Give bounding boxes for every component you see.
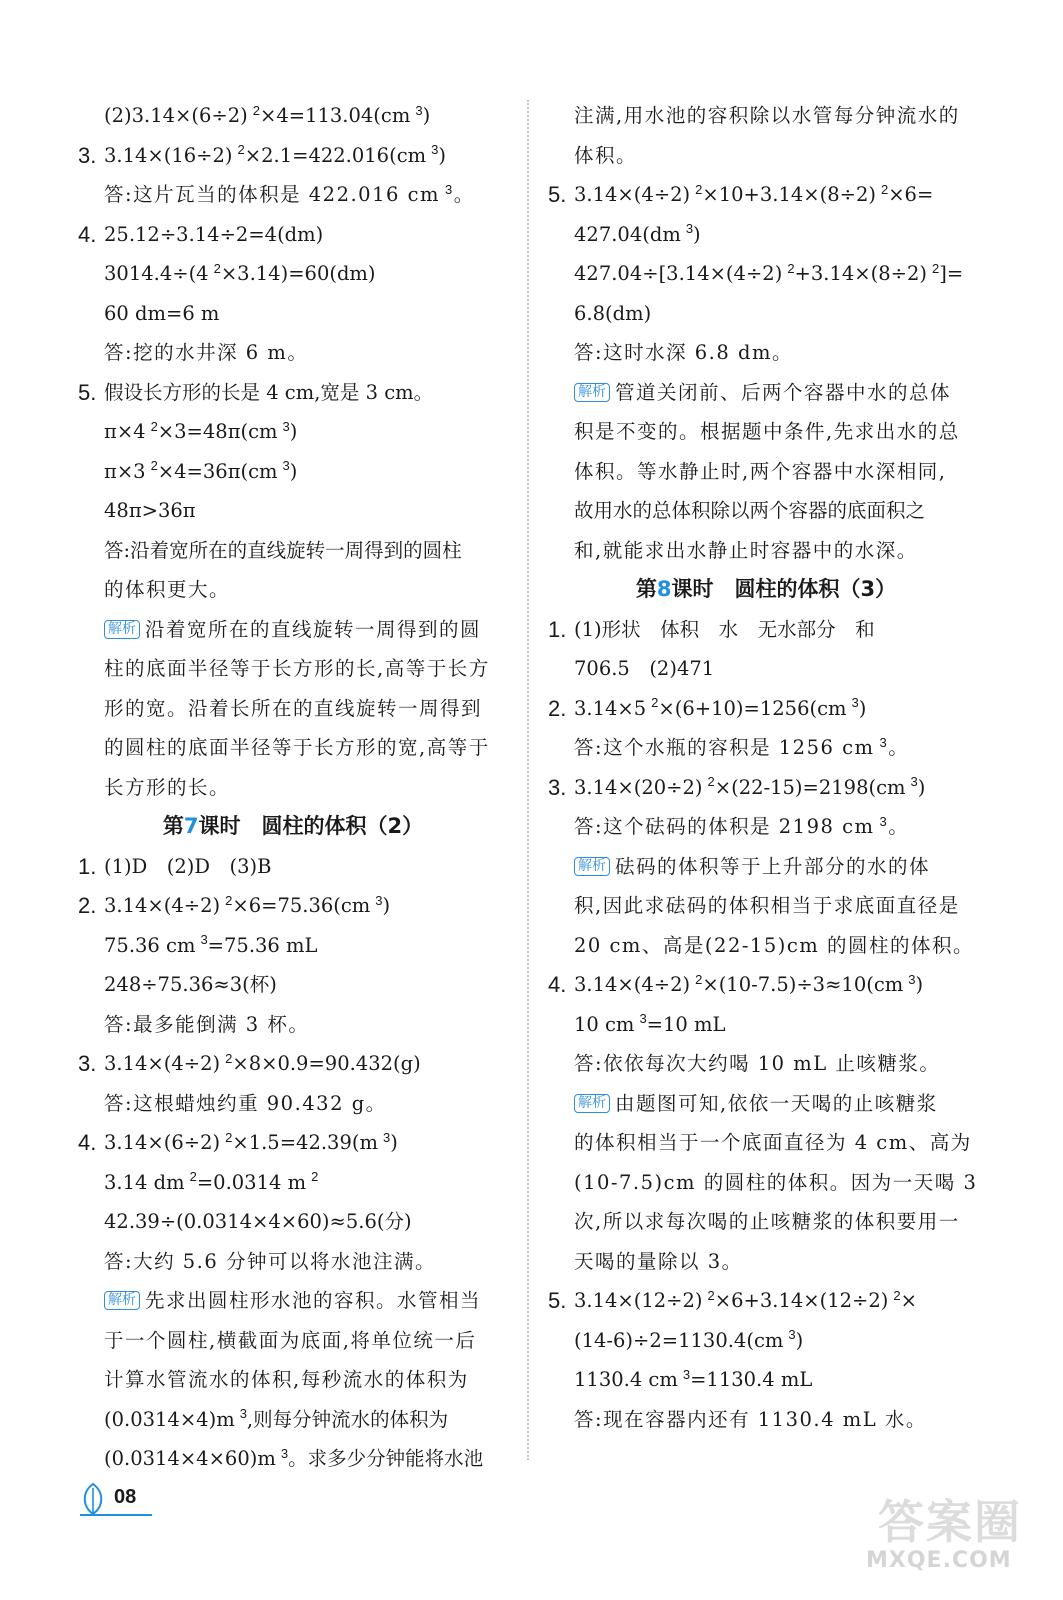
analysis-badge: 解析 [574,383,610,402]
analysis-line [78,610,508,650]
line-text: 3.14×(4÷2) $^2$×10+3.14×(8÷2) $^2$×6= [574,181,934,206]
answer-line [78,1321,508,1361]
line-text: (1)形状 体积 水 无水部分 和 [574,617,875,641]
answer-line [548,1360,984,1400]
answer-line [548,1242,984,1282]
answer-line [78,294,508,334]
analysis-line [548,847,984,887]
answer-line [78,333,508,373]
line-text: 3014.4÷(4 $^2$×3.14)=60(dm) [104,260,376,285]
superscript: 2 [311,1169,319,1184]
superscript: 2 [213,260,221,276]
question-line [548,768,984,808]
analysis-line [78,1281,508,1321]
superscript: 2 [695,971,703,987]
question-line [78,1123,508,1163]
analysis-badge: 解析 [104,620,140,639]
answer-line [548,136,984,176]
line-text: 砝码的体积等于上升部分的水的体 [615,854,931,878]
line-text: 假设长方形的长是 4 cm,宽是 3 cm。 [104,380,434,404]
answer-line [78,965,508,1005]
line-text: 先求出圆柱形水池的容积。水管相当 [145,1289,482,1312]
line-text: 答:沿着宽所在的直线旋转一周得到的圆柱 [104,538,462,562]
superscript: 3 [415,102,423,118]
answer-line [78,1439,508,1479]
answer-line [78,649,508,689]
superscript: 3 [908,971,916,987]
question-number: 3. [78,142,97,168]
superscript: 2 [932,260,940,276]
answer-line [78,926,508,966]
line-text: 427.04÷[3.14×(4÷2) $^2$+3.14×(8÷2) $^2$]= [574,260,964,285]
line-text: 答:这片瓦当的体积是 422.016 cm $^3$。 [104,181,475,206]
question-number: 5. [78,379,97,405]
answer-line [78,1242,508,1282]
line-text: 天喝的量除以 3。 [574,1249,743,1273]
watermark [866,1486,1036,1598]
superscript: 2 [893,1287,901,1303]
section-heading [78,807,508,847]
question-line [78,373,508,413]
footer-rule [80,1514,152,1516]
answer-line [548,1202,984,1242]
question-line [78,136,508,176]
leaf-icon [80,1482,106,1516]
question-number: 3. [548,774,567,800]
line-text: 由题图可知,依依一天喝的止咳糖浆 [615,1091,938,1115]
superscript: 2 [787,260,795,276]
analysis-line [548,1084,984,1124]
superscript: 2 [225,892,233,908]
answer-line [78,175,508,215]
answer-line [78,1360,508,1400]
answer-line [548,807,984,847]
line-text: 形的宽。沿着长所在的直线旋转一周得到 [104,696,483,720]
answer-line [548,254,984,294]
line-text: (10-7.5)cm 的圆柱的体积。因为一天喝 3 [574,1170,978,1194]
answer-line [548,1321,984,1361]
answer-line [548,1005,984,1045]
superscript: 3 [879,734,889,750]
question-line [548,175,984,215]
superscript: 3 [445,181,454,197]
answer-line [78,1163,508,1203]
section-heading [548,570,984,610]
watermark-logo-text: 答案圈 [878,1495,1022,1549]
superscript: 2 [707,774,715,789]
superscript: 3 [639,1011,647,1026]
superscript: 3 [382,1129,391,1145]
question-line [548,965,984,1005]
question-line [548,689,984,729]
line-text: 答:挖的水井深 6 m。 [104,341,309,364]
answer-line [548,1123,984,1163]
line-text: 48π>36π [104,499,196,522]
answer-line [78,689,508,729]
question-line [78,886,508,926]
answer-line [548,926,984,966]
question-number: 2. [78,893,97,918]
question-line [78,215,508,255]
line-text: 的体积更大。 [104,578,231,601]
left-column [78,96,508,1479]
page-footer [80,1478,152,1518]
line-text: 次,所以求每次喝的止咳糖浆的体积要用一 [574,1210,960,1233]
line-text: 3.14×(12÷2) $^2$×6+3.14×(12÷2) $^2$× [574,1287,917,1312]
line-text: 3.14×(4÷2) $^2$×8×0.9=90.432(g) [104,1050,421,1075]
answer-line [78,452,508,492]
right-column [548,96,984,1439]
analysis-line [548,373,984,413]
line-text: 故用水的总体积除以两个容器的底面积之 [574,499,926,522]
answer-line [78,1084,508,1124]
heading-prefix: 第 [635,577,657,601]
superscript: 3 [685,221,694,236]
question-number: 3. [78,1051,97,1076]
superscript: 3 [280,1445,289,1461]
line-text: 3.14×(4÷2) $^2$×(10-7.5)÷3≈10(cm $^3$) [574,971,924,996]
answer-line [548,96,984,136]
line-text: 3.14×(16÷2) $^2$×2.1=422.016(cm $^3$) [104,142,446,167]
superscript: 3 [239,1406,247,1421]
line-text: 答:这时水深 6.8 dm。 [574,341,793,364]
line-text: 10 cm $^3$=10 mL [574,1011,726,1036]
line-text: 答:这个砝码的体积是 2198 cm $^3$。 [574,813,910,838]
answer-line [78,1202,508,1242]
lesson-number: 8 [656,577,672,601]
answer-line [78,768,508,808]
line-text: 706.5 (2)471 [574,657,715,680]
superscript: 3 [788,1327,796,1342]
line-text: 体积。等水静止时,两个容器中水深相同, [574,459,947,483]
question-number: 2. [548,695,567,721]
line-text: 答:现在容器内还有 1130.4 mL 水。 [574,1407,927,1431]
line-text: 答:这根蜡烛约重 90.432 g。 [104,1091,387,1115]
answer-line [548,531,984,571]
question-number: 4. [78,221,97,247]
line-text: 注满,用水池的容积除以水管每分钟流水的 [574,104,960,127]
column-divider [527,100,529,1460]
line-text: 体积。 [574,143,638,167]
superscript: 2 [880,181,889,197]
answer-line [548,491,984,531]
watermark-url: MXQE.COM [866,1548,1012,1573]
line-text: 3.14×5 $^2$×(6+10)=1256(cm $^3$) [574,695,867,720]
question-number: 5. [548,1288,567,1313]
answer-line [548,215,984,255]
answer-line [78,96,508,136]
line-text: 3.14×(6÷2) $^2$×1.5=42.39(m $^3$) [104,1129,398,1154]
question-number: 1. [548,616,567,642]
superscript: 3 [282,418,290,434]
question-number: 4. [78,1130,97,1155]
lesson-number: 7 [183,814,199,838]
line-text: 3.14×(20÷2) $^2$×(22-15)=2198(cm $^3$) [574,774,926,799]
line-text: 于一个圆柱,横截面为底面,将单位统一后 [104,1328,477,1352]
superscript: 3 [851,695,859,710]
answer-line [78,491,508,531]
line-text: (0.0314×4)m $^3$,则每分钟流水的体积为 [104,1406,449,1431]
analysis-badge: 解析 [104,1291,140,1310]
answer-line [548,412,984,452]
question-line [548,610,984,650]
line-text: 的圆柱的底面半径等于长方形的宽,高等于 [104,736,490,759]
line-text: 248÷75.36≈3(杯) [104,973,277,996]
answer-line [548,333,984,373]
line-text: (14-6)÷2=1130.4(cm $^3$) [574,1327,804,1352]
line-text: 的体积相当于一个底面直径为 4 cm、高为 [574,1131,972,1154]
line-text: (1)D (2)D (3)B [104,854,272,878]
answer-line [548,294,984,334]
superscript: 2 [707,1287,715,1303]
answer-line [78,1400,508,1440]
superscript: 3 [200,932,208,947]
superscript: 2 [225,1129,233,1145]
line-text: 积是不变的。根据题中条件,先求出水的总 [574,420,960,443]
superscript: 2 [225,1050,233,1066]
line-text: 20 cm、高是(22-15)cm 的圆柱的体积。 [574,933,974,957]
question-number: 1. [78,853,97,879]
heading-title: 课时 圆柱的体积（3） [671,577,897,601]
answer-line [548,886,984,926]
answer-line [78,254,508,294]
superscript: 3 [682,1366,691,1382]
question-number: 4. [548,972,567,997]
line-text: 6.8(dm) [574,301,652,325]
line-text: π×3 $^2$×4=36π(cm $^3$) [104,458,298,483]
line-text: 计算水管流水的体积,每秒流水的体积为 [104,1368,469,1391]
superscript: 3 [375,892,383,908]
page-number: 08 [114,1486,137,1508]
superscript: 2 [150,458,158,473]
line-text: 柱的底面半径等于长方形的长,高等于长方 [104,657,490,680]
superscript: 3 [879,813,889,829]
line-text: (2)3.14×(6÷2) $^2$×4=113.04(cm $^3$) [104,102,431,127]
answer-line [78,728,508,768]
superscript: 2 [150,418,158,434]
line-text: 长方形的长。 [104,775,231,799]
superscript: 3 [910,774,918,789]
analysis-badge: 解析 [574,857,610,876]
answer-line [548,452,984,492]
question-line [548,1281,984,1321]
line-text: (0.0314×4×60)m $^3$。求多少分钟能将水池 [104,1445,484,1470]
line-text: 管道关闭前、后两个容器中水的总体 [615,380,952,404]
superscript: 2 [695,181,703,197]
line-text: 3.14×(4÷2) $^2$×6=75.36(cm $^3$) [104,892,391,917]
line-text: 答:大约 5.6 分钟可以将水池注满。 [104,1249,436,1273]
line-text: 答:依依每次大约喝 10 mL 止咳糖浆。 [574,1052,941,1075]
superscript: 2 [252,102,260,118]
answer-line [548,1400,984,1440]
superscript: 3 [431,142,439,157]
line-text: 3.14 dm $^2$=0.0314 m $^2$ [104,1169,319,1194]
line-text: 沿着宽所在的直线旋转一周得到的圆 [145,617,482,641]
line-text: 25.12÷3.14÷2=4(dm) [104,222,324,246]
answer-line [78,1005,508,1045]
answer-line [548,728,984,768]
line-text: 答:这个水瓶的容积是 1256 cm $^3$。 [574,734,910,759]
question-line [78,1044,508,1084]
superscript: 2 [651,695,659,710]
question-line [78,847,508,887]
answer-line [78,570,508,610]
line-text: 和,就能求出水静止时容器中的水深。 [574,538,918,562]
superscript: 3 [282,458,290,473]
line-text: 75.36 cm $^3$=75.36 mL [104,932,318,957]
heading-prefix: 第 [162,814,184,838]
line-text: 积,因此求砝码的体积相当于求底面直径是 [574,894,960,917]
answer-line [548,1163,984,1203]
superscript: 2 [237,142,245,157]
line-text: 42.39÷(0.0314×4×60)≈5.6(分) [104,1210,412,1233]
superscript: 2 [189,1169,197,1184]
heading-title: 课时 圆柱的体积（2） [198,814,424,838]
answer-line [78,531,508,571]
answer-line [78,412,508,452]
line-text: 答:最多能倒满 3 杯。 [104,1012,310,1036]
line-text: 427.04(dm $^3$) [574,221,701,246]
line-text: 60 dm=6 m [104,301,220,325]
line-text: π×4 $^2$×3=48π(cm $^3$) [104,418,298,443]
answer-line [548,1044,984,1084]
question-number: 5. [548,182,567,207]
analysis-badge: 解析 [574,1094,610,1113]
line-text: 1130.4 cm $^3$=1130.4 mL [574,1366,813,1391]
answer-line [548,649,984,689]
